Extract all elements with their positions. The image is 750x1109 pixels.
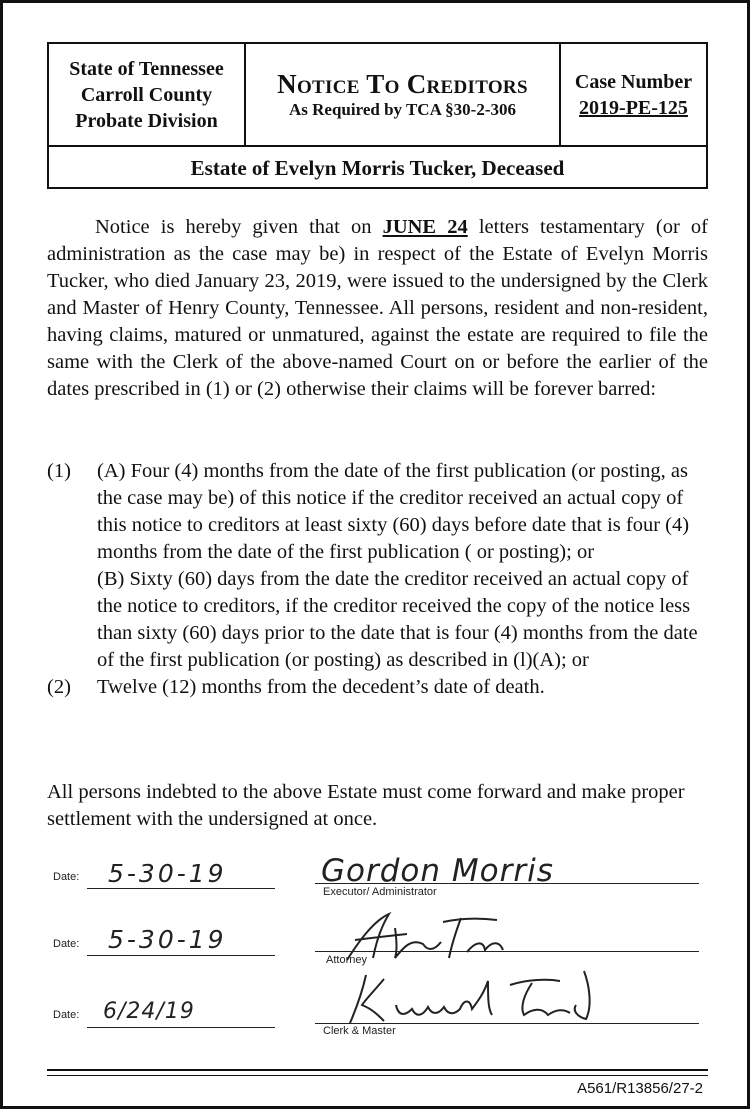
claim-deadlines bbox=[47, 458, 708, 701]
attorney-label: Attorney bbox=[326, 954, 367, 966]
date-line bbox=[87, 955, 275, 956]
item-number: (1) bbox=[47, 460, 71, 482]
estate-name: Estate of Evelyn Morris Tucker, Deceased bbox=[190, 155, 565, 180]
deadline-item-1 bbox=[47, 458, 708, 674]
case-block bbox=[561, 44, 706, 145]
executor-signature: Gordon Morris bbox=[321, 853, 554, 889]
date-line bbox=[87, 888, 275, 889]
court-state: State of Tennessee bbox=[69, 57, 224, 80]
date-label: Date: bbox=[53, 871, 80, 883]
date-line bbox=[87, 1027, 275, 1028]
deadline-item-1b: (B) Sixty (60) days from the date the creditor received an actual copy of the notice to creditors, if the creditor received the copy of the notice less than sixty (60) days prior to the date that is four (4) months from the date of the first publication (or posting) as described in (l)(A); or bbox=[97, 568, 698, 671]
court-block bbox=[49, 44, 246, 145]
executor-label: Executor/ Administrator bbox=[323, 886, 437, 898]
footer-rule bbox=[47, 1069, 708, 1071]
notice-subtitle: As Required by TCA §30-2-306 bbox=[288, 99, 516, 119]
case-label: Case Number bbox=[574, 70, 693, 93]
clerk-signature bbox=[338, 963, 613, 1028]
letters-issued-date: JUNE 24 bbox=[382, 216, 468, 238]
item-number: (2) bbox=[47, 676, 71, 698]
notice-title: Notice To Creditors bbox=[277, 68, 528, 99]
closing-paragraph: All persons indebted to the above Estate must come forward and make proper settlement with the undersigned at once. bbox=[47, 781, 685, 830]
date-label: Date: bbox=[53, 1009, 80, 1021]
deadline-item-1a: (A) Four (4) months from the date of the first publication (or posting, as the case may be) of this notice if the creditor received an actual copy of this notice to creditors at least sixty (60) days before date that is four (4) months from the date of the first publication ( or posting); or bbox=[97, 460, 690, 563]
deadline-item-2 bbox=[47, 674, 708, 701]
handwritten-date-3: 6/24/19 bbox=[103, 999, 195, 1024]
notice-header bbox=[47, 42, 708, 189]
handwritten-date-1: 5-30-19 bbox=[108, 859, 227, 888]
footer-rule bbox=[47, 1075, 708, 1076]
intro-paragraph bbox=[47, 214, 708, 403]
court-division: Probate Division bbox=[75, 109, 218, 132]
deadline-item-2-text: Twelve (12) months from the decedent’s date of death. bbox=[97, 676, 545, 698]
intro-text-before: Notice is hereby given that on bbox=[95, 216, 383, 238]
title-block bbox=[246, 44, 561, 145]
intro-text-after: letters testamentary (or of administration as the case may be) in respect of the Estate of Evelyn Morris Tucker, who died January 23, 2019, were issued to the undersigned by the Clerk and Master of Henry County, Tennessee. All persons, resident and non-resident, having claims, matured or unmatured, against the estate are required to file the same with the Clerk of the above-named Court on or before the earlier of the dates prescribed in (1) or (2) otherwise their claims will be forever barred: bbox=[47, 216, 708, 400]
date-label: Date: bbox=[53, 938, 80, 950]
clerk-label: Clerk & Master bbox=[323, 1025, 396, 1037]
publication-code: A561/R13856/27-2 bbox=[577, 1080, 703, 1097]
handwritten-date-2: 5-30-19 bbox=[108, 925, 227, 954]
attorney-signature bbox=[333, 908, 523, 968]
case-number: 2019-PE-125 bbox=[579, 96, 688, 119]
court-county: Carroll County bbox=[80, 83, 213, 106]
